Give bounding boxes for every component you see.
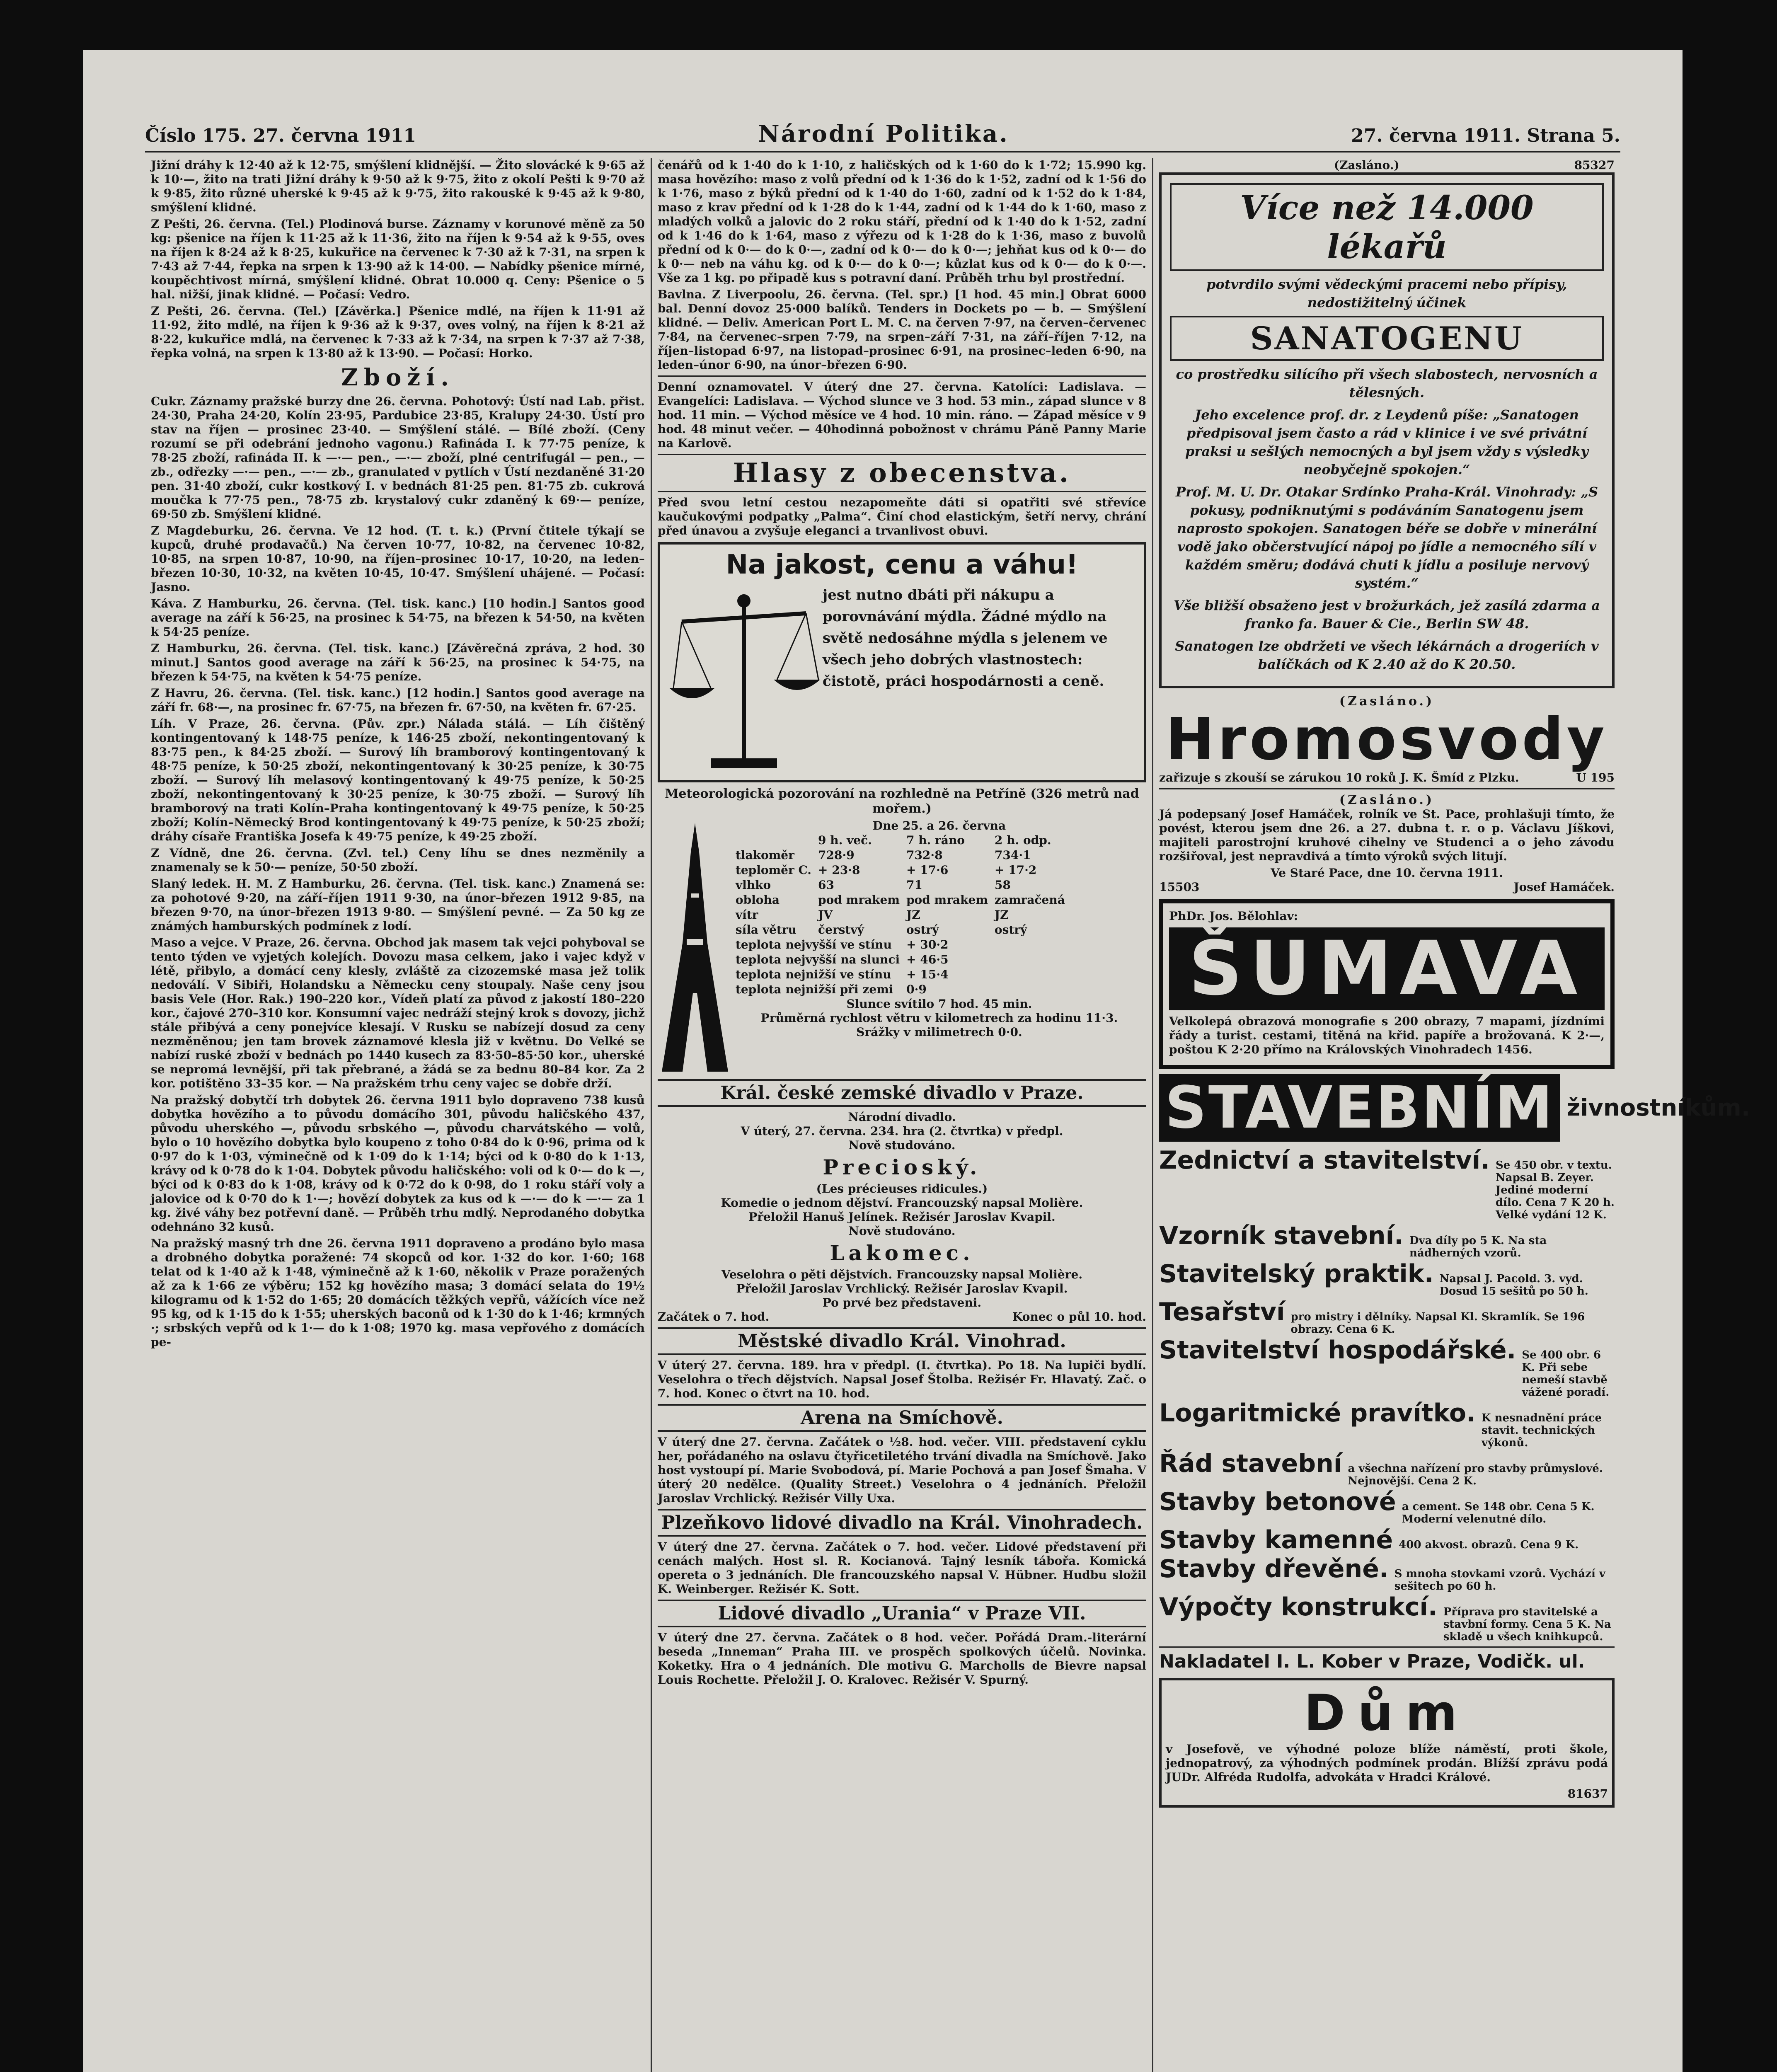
temperature-extremes-table [732,937,952,997]
ad-text: zařizuje s zkouší se zárukou 10 roků J. K. Šmíd z Plzku. [1159,771,1519,784]
book-description: a všechna nařízení pro stavby průmyslové. Nejnovější. Cena 2 K. [1348,1462,1603,1487]
book-list-item [1159,1449,1615,1487]
weather-row-label: obloha [735,893,780,907]
book-list-item [1159,1487,1615,1525]
book-list-item [1159,1554,1615,1593]
performance-times [658,1310,1146,1324]
book-description: K nesnadnění práce stavit. technických výkonů. [1481,1412,1602,1449]
book-description: pro mistry i dělníky. Napsal Kl. Skramlík. Se 196 obrazy. Cena 6 K. [1290,1311,1585,1336]
temperature-value: + 15·4 [906,968,949,981]
weather-column-header [732,833,815,848]
ad-text: jest nutno dbáti při nákupu a porovnávání mýdla. Žádné mýdlo na světě nedosáhne mýdla s jelenem ve všech jeho dobrých vlastnostech: čistotě, práci hospodárnosti a ceně. [822,587,1108,690]
paragraph: Slaný ledek. H. M. Z Hamburku, 26. června. (Tel. tisk. kanc.) Znamená se: za pohotové 9·20, na září–říjen 1911 9·30, na únor–březen 1912 9·85, na březen 9·70, na únor–březen 1913 9·80. — Smýšlení pevné. — Za 50 kg ze známých hamburských podmínek z lodí. [151,877,645,933]
book-list-item [1159,1146,1615,1221]
book-description: Napsal J. Pacold. 3. vyd. Dosud 15 sešitů po 50 h. [1439,1273,1588,1297]
sanatogen-advertisement [1159,172,1615,688]
weather-column-header: 7 h. ráno [906,833,965,847]
weather-cell: pod mrakem [818,893,900,907]
book-list-item [1159,1297,1615,1336]
ad-number: 15503 [1159,880,1200,894]
weather-dates: Dne 25. a 26. června [872,819,1006,833]
book-list-item [1159,1525,1615,1554]
book-description: Velkolepá obrazová monografie s 200 obrazy, 7 mapami, jízdními řády a turist. cestami, titěná na křid. papíře a brožovaná. K 2·—, poštou K 2·20 přímo na Královských Vinohradech 1456. [1169,1014,1605,1056]
weather-cell: JZ [994,908,1009,922]
builders-ad-header [1159,1074,1750,1142]
column-3 [1152,158,1750,2072]
book-list-item [1159,1399,1615,1449]
play-title: Lakomec. [830,1241,974,1265]
weather-cell: 734·1 [994,848,1031,862]
weather-row-label: síla větru [735,923,797,937]
theatre-heading: Plzeňkovo lidové divadlo na Král. Vinohradech. [658,1509,1146,1537]
book-description: Se 450 obr. v textu. Napsal B. Zeyer. Jediné moderní dílo. Cena 7 K 20 h. Velké vydání 12 K. [1496,1159,1615,1221]
weather-cell: čerstvý [818,923,864,937]
play-credits: Přeložil Jaroslav Vrchlický. Režisér Jaroslav Kvapil. [736,1282,1068,1295]
ad-text: potvrdilo svými vědeckými pracemi nebo přípisy, nedostižitelný účinek [1206,276,1567,310]
weather-column-header: 9 h. več. [818,833,872,847]
book-list-item [1159,1259,1615,1297]
weather-cell: 63 [818,878,834,892]
book-description: 400 akvost. obrazů. Cena 9 K. [1399,1539,1579,1551]
weather-report [658,819,1146,1076]
wind-note: Průměrná rychlost větru v kilometrech za hodinu 11·3. [760,1011,1118,1025]
weather-row-label: vlhko [735,878,771,892]
page-number: 27. června 1911. Strana 5. [1351,125,1620,146]
book-description: Dva díly po 5 K. Na sta nádherných vzorů. [1409,1234,1547,1259]
weather-cell: ostrý [994,923,1027,937]
weather-table [732,833,1068,937]
weather-cell: JZ [906,908,920,922]
issue-date: Číslo 175. 27. června 1911 [145,125,416,146]
ad-headline: Dům [1304,1685,1470,1742]
paragraph: Jižní dráhy k 12·40 až k 12·75, smýšlení klidnější. — Žito slovácké k 9·65 až k 10·—, žito na trati Jižní dráhy k 9·50 až k 9·75, žito z okolí Pešti k 9·70 až k 9·85, žito různé uherské k 9·45 až k 9·75, žito rakouské k 9·45 až k 9·80, smýšlení klidné. [151,158,645,214]
performance-line: V úterý, 27. června. 234. hra (2. čtvrtka) v předpl. [741,1124,1063,1138]
temperature-label: teplota nejnižší při zemi [735,983,893,996]
house-sale-advertisement [1159,1678,1615,1808]
temperature-label: teplota nejnižší ve stínu [735,968,891,981]
paragraph: Z Pešti, 26. června. (Tel.) Plodinová burse. Záznamy v korunové měně za 50 kg: pšenice na říjen k 11·25 až k 11·36, žito na říjen k 9·54 až k 9·55, oves na říjen k 8·24 až k 8·25, kukuřice na červenec k 7·30 až k 7·31, na srpen k 7·43 až 7·44, řepka na srpen k 13·90 až k 14·00. — Nabídky pšenice mírné, koupěchtivost mírná, smýšlení klidné. Obrat 10.000 q. Ceny: Pšenice o 5 hal. nižší, jinak klidné. — Počasí: Vedro. [151,217,645,301]
theatre-heading: Městské divadlo Král. Vinohrad. [658,1327,1146,1355]
paragraph: Z Havru, 26. června. (Tel. tisk. kanc.) [12 hodin.] Santos good average na září fr. 68·—, na prosinec fr. 67·75, na březen fr. 67·50, na květen fr. 67·25. [151,686,645,714]
zaslano-label: (Zasláno.) [1334,158,1399,172]
weather-row [732,922,1068,937]
weather-cell: + 17·2 [994,863,1037,877]
ad-number: 85327 [1574,158,1615,172]
book-title: Logaritmické pravítko. [1159,1399,1476,1428]
paragraph: Na pražský masný trh dne 26. června 1911 dopraveno a prodáno bylo masa a drobného dobytka poražené: 74 skopců od kor. 1·32 do kor. 1·60; 168 telat od k 1·40 až k 1·48, výminečně až k 1·60, několik v Praze poražených až za k 1·66 ze výběru; 152 kg hovězího masa; 3 domácí selata do 19½ kilogramu od k 1·52 do 1·65; 20 domácích těžkých vepřů, vážících více než 95 kg, od k 1·15 do k 1·55; uherských baconů od k 1·30 do k 1·46; krmných ·; srbských vepřů od k 1·— do k 1·08; 1970 kg. masa vepřového z domácích pe- [151,1237,645,1349]
paragraph: Na pražský dobytčí trh dobytek 26. června 1911 bylo dopraveno 738 kusů dobytka hovězího a to původu domácího 301, původu haličského 437, původu uherského —, původu srbského —, původu charvátského — volů, bylo o 10 hovězího dobytka bylo koupeno z toho 0·84 do k 0·96, prima od k 0·97 do k 1·03, výminečně od k 1·09 do k 1·14; býci od k 0·80 do k 1·13, krávy od k 0·78 do k 1·04. Dobytek původu haličského: voli od k 0·— do k —, býci od k 0·83 do k 1·08, krávy od k 0·72 do k 0·98, do 1 roku stáří voly a jalovice od k 0·70 do k 1·—; hovězí dobytek za kus od k —·— do k —·— za 1 kg. živé váhy bez potřevní daně. — Průběh trhu mdlý. Neprodaného dobytka odehnáno 32 kusů. [151,1093,645,1234]
theatre-heading: Král. české zemské divadlo v Praze. [658,1079,1146,1107]
weather-cell: ostrý [906,923,939,937]
book-title: Stavitelství hospodářské. [1159,1336,1516,1365]
book-title: Vzorník stavební. [1159,1221,1404,1250]
section-heading: Hlasy z obecenstva. [658,454,1146,492]
ad-headline: Více než 14.000 lékařů [1170,183,1604,271]
scales-icon [665,584,823,775]
book-list-item [1159,1336,1615,1399]
end-time: Konec o půl 10. hod. [1012,1310,1146,1324]
weather-row-label: teploměr C. [735,863,812,877]
temperature-row [732,937,952,952]
play-title: Precioský. [823,1155,981,1179]
paragraph: V úterý dne 27. června. Začátek o 7. hod. večer. Lidové představení při cenách malých. Host sl. R. Kocianová. Tajný lesník tábořa. Komická opereta o 3 jednáních. Dle francouzského napsal V. Hübner. Hudbu složil K. Weinberger. Režisér K. Sott. [657,1540,1146,1596]
weather-row [732,848,1068,863]
declaration-text: Já podepsaný Josef Hamáček, rolník ve St. Pace, prohlašuji tímto, že povést, kterou jsem dne 26. a 27. dubna t. r. o p. Václavu Jíškovi, majiteli parostrojní kruhové cihelny ve Studenci a o jeho závodu rozšiřoval, jest nepravdivá a tímto výroků svých litují. [1159,807,1615,863]
zaslano-header [1159,158,1615,172]
zaslano-label: (Zasláno.) [1339,793,1435,807]
zaslano-label: (Zasláno.) [1339,694,1435,709]
book-description: Příprava pro stavitelské a stavbní formy. Cena 5 K. Na skladě u všech knihkupců. [1443,1606,1611,1643]
book-description: a cement. Se 148 obr. Cena 5 K. Moderní velenutné dílo. [1402,1501,1595,1525]
weather-cell: JV [818,908,833,922]
temperature-label: teplota nejvyšší na slunci [735,953,900,966]
temperature-value: + 46·5 [906,953,949,966]
divider [1159,788,1615,789]
book-description: Se 400 obr. 6 K. Při sebe nemeší stavbě vážené poradí. [1522,1349,1610,1399]
precipitation-note: Srážky v milimetrech 0·0. [856,1025,1022,1039]
weather-column-header: 2 h. odp. [994,833,1051,847]
paragraph: čenářů od k 1·40 do k 1·10, z haličských od k 1·60 do k 1·72; 15.990 kg. masa hovězího: maso z volů přední od k 1·36 do k 1·52, zadní od k 1·56 do k 1·76, maso z býků přední od k 1·40 do 1·60, zadní od k 1·52 do k 1·84, maso z krav přední od k 1·28 do k 1·44, zadní od k 1·44 do k 1·60, maso z mladých volků a jalovic do 2 roku stáří, přední od k 1·40 do k 1·52, zadní od k 1·46 do k 1·64, maso z výřezu od k 1·28 do k 1·36, maso z buvolů přední od k 0·— do k 0·—, zadní od k 0·— do k 0·—; jehňat kus od k 0·— do k 0·— neb na váhu kg. od k 0·— do k 0·—; kůzlat kus od k 0·— do k 0·—. Vše za 1 kg. po připadě kus s potravní daní. Průběh trhu byl prostřední. [657,158,1146,285]
weather-row [732,878,1068,893]
declaration-signature-row [1159,880,1615,894]
paragraph: Z Pešti, 26. června. (Tel.) [Závěrka.] Pšenice mdlé, na říjen k 11·91 až 11·92, žito mdlé, na říjen k 9·36 až k 9·37, oves volný, na říjen k 8·21 až 8·22, kukuřice mdlá, na červenec k 7·33 až k 7·34, na srpen k 7·37 až 7·38, řepka volná, na srpen k 13·80 až k 13·90. — Počasí: Horko. [151,304,645,360]
book-title: Stavby kamenné [1159,1525,1393,1554]
paragraph: Bavlna. Z Liverpoolu, 26. června. (Tel. spr.) [1 hod. 45 min.] Obrat 6000 bal. Denní dovoz 25·000 balíků. Tenders in Dockets po — b. — Smýšlení klidné. — Deliv. American Port L. M. C. na červen 7·97, na červen–červenec 7·84, na červenec–srpen 7·79, na srpen–září 7·31, na září–říjen 7·12, na říjen–listopad 6·97, na listopad–prosinec 6·91, na prosinec–leden 6·90, na leden–únor 6·90, na únor–březen 6·90. [657,288,1146,372]
weather-cell: 71 [906,878,922,892]
testimonial: Jeho excelence prof. dr. z Leydenů píše: „Sanatogen předpisoval jsem často a rád v klinice i ve své privátní praksi u sešlých nemocných a byl jsem vždy s výsledky neobyčejně spokojen.“ [1185,407,1588,477]
page-header [145,120,1620,152]
start-time: Začátek o 7. hod. [657,1310,770,1324]
book-title: Řád stavební [1159,1449,1342,1478]
paragraph: V úterý dne 27. června. Začátek o 8 hod. večer. Pořádá Dram.-literární beseda „Inneman“ Praha III. ve prospěch spolkových účelů. Novinka. Koketky. Hra o 4 jednáních. Dle motivu G. Marcholls de Bievre napsal Louis Rochette. Přeložil J. O. Kralovec. Režisér V. Spurný. [657,1631,1146,1687]
play-description: Veselohra o pěti dějstvích. Francouzsky napsal Molière. [721,1268,1083,1281]
weather-cell: zamračená [994,893,1065,907]
performance-note: Nově studováno. [848,1138,956,1152]
divider [1159,1646,1615,1648]
paragraph: Káva. Z Hamburku, 26. června. (Tel. tisk. kanc.) [10 hodin.] Santos good average na září k 56·25, na prosinec k 54·75, na březen k 54·50, na květen k 54·25 peníze. [151,597,645,639]
masthead: Národní Politika. [758,120,1009,148]
book-title: Stavby dřevěné. [1159,1554,1389,1583]
weather-row-label: tlakoměr [735,848,794,862]
temperature-value: + 30·2 [906,938,949,951]
book-title: Zednictví a stavitelství. [1159,1146,1490,1175]
paragraph: Cukr. Záznamy pražské burzy dne 26. června. Pohotový: Ústí nad Lab. přist. 24·30, Praha 24·20, Kolín 23·95, Pardubice 23·85, Kralupy 24·30. Ústí pro stav na říjen — prosinec 23·40. — Smýšlení stálé. — Bílé zboží. (Ceny rozumí se při odebrání jednoho vagonu.) Rafináda I. k 77·75 peníze, k 78·25 zboží, rafináda II. k —·— pen., —·— zboží, plné centrifugál — pen., — zb., odřezky —·— pen., —·— zb., granulated v pytlích v Ústí nezdaněné 31·20 pen. 31·40 zboží, cukr kostkový I. v bednách 81·25 pen. 81·75 zb. cukrová moučka k 77·75 pen., 78·75 zb. krystalový cukr zdaněný k 69·— peníze, 69·50 zb. Smýšlení klidné. [151,395,645,521]
builders-headline: STAVEBNÍM [1159,1074,1560,1142]
temperature-label: teplota nejvyšší ve stínu [735,938,892,951]
book-title: Výpočty konstrukcí. [1159,1593,1438,1622]
declaration-place: Ve Staré Pace, dne 10. června 1911. [1271,866,1503,880]
ad-number: 81637 [1567,1787,1608,1801]
signature-name: Josef Hamáček. [1513,880,1615,894]
paragraph: V úterý dne 27. června. Začátek o ½8. hod. večer. VIII. představení cyklu her, pořádaného na oslavu čtyřicetiletého trvání divadla na Smíchově. Jako host vystoupí pí. Marie Svobodová, pí. Marie Pochová a pan Josef Šmaha. V úterý 20 nedělce. (Quality Street.) Veselohra o 4 jednáních. Přeložil Jaroslav Vrchlický. Režisér Villy Uxa. [657,1435,1146,1505]
weather-row [732,908,1068,922]
soap-advertisement [658,542,1146,782]
weather-cell: 732·8 [906,848,943,862]
builders-subheadline: živnostníkům. [1566,1094,1750,1121]
temperature-value: 0·9 [906,983,927,996]
play-credits: Přeložil Hanuš Jelínek. Režisér Jaroslav Kvapil. [748,1210,1056,1224]
sumava-advertisement [1159,899,1615,1069]
weather-cell: 728·9 [818,848,855,862]
sunshine-note: Slunce svítilo 7 hod. 45 min. [846,997,1032,1011]
column-2 [651,158,1152,2072]
paragraph: V úterý 27. června. 189. hra v předpl. (I. čtvrtka). Po 18. Na lupiči bydlí. Veselohra o třech dějstvích. Napsal Josef Štolba. Režisér Fr. Hlavatý. Zač. o 7. hod. Konec o čtvrt na 10. hod. [657,1358,1146,1400]
temperature-row [732,952,952,967]
divider [658,375,1146,377]
performance-note: Nově studováno. [848,1224,956,1238]
weather-row [732,863,1068,878]
play-description: Komedie o jednom dějství. Francouzský napsal Molière. [721,1196,1083,1210]
book-title: ŠUMAVA [1169,927,1605,1010]
ad-number: U 195 [1576,771,1615,784]
weather-cell: pod mrakem [906,893,988,907]
weather-report-title: Meteorologická pozorování na rozhledně na Petříně (326 metrů nad mořem.) [665,787,1139,816]
paragraph: Před svou letní cestou nezapomeňte dáti si opatřiti své střevíce kaučukovými podpatky „Palma“. Činí chod elastickým, šetří nervy, chrání před únavou a zvyšuje eleganci a trvanlivost obuvi. [657,496,1146,537]
theatre-heading: Arena na Smíchově. [658,1404,1146,1432]
ad-text: co prostředku silícího při všech slabostech, nervosních a tělesných. [1176,366,1598,400]
book-title: Stavitelský praktik. [1159,1259,1434,1288]
theatre-heading: Lidové divadlo „Urania“ v Praze VII. [658,1600,1146,1627]
book-author: PhDr. Jos. Bělohlav: [1169,909,1298,923]
paragraph: Líh. V Praze, 26. června. (Pův. zpr.) Nálada stálá. — Líh čištěný kontingentovaný k 148·75 peníze, k 146·25 zboží, nekontingentovaný k 83·75 pen., k 84·25 zboží. — Surový líh bramborový kontingentovaný k 48·75 peníze, k 50·25 zboží, nekontingentovaný k 30·25 peníze, k 30·75 zboží. — Surový líh melasový kontingentovaný k 49·75 peníze, k 50·25 zboží, nekontingentovaný k 30·25 peníze, k 30·75 zboží. — Surový líh bramborový na trati Kolín–Praha kontingentovaný k 49·75 peníze, k 50·25 zboží; Kolín–Německý Brod kontingentovaný k 49·75 peníze, k 50·25 zboží; dráhy císaře Františka Josefa k 49·75 peníze, k 49·25 zboží. [151,717,645,843]
petrin-tower-icon [658,819,732,1076]
theatre-name: Národní divadlo. [848,1110,956,1124]
paragraph: Z Hamburku, 26. června. (Tel. tisk. kanc.) [Závěrečná zpráva, 2 hod. 30 minut.] Santos good average na září k 56·25, na prosinec k 54·75, na březen k 54·75, na květen k 54·75 peníze. [151,641,645,683]
play-subtitle: (Les précieuses ridicules.) [816,1182,988,1196]
paragraph: Maso a vejce. V Praze, 26. června. Obchod jak masem tak vejci pohyboval se tento týden ve vyjetých kolejích. Dovozu masa celkem, jako i vajec když v létě, přibylo, a domácí ceny klesly, zvláště za cizozemské masa jež tolik nedoválí. V Sibiři, Holandsku a Německu ceny stoupaly. Naše ceny jsou basis Vele (Hor. Rak.) 190–220 kor., Vídeň platí za původ z jakostí 180–220 kor., čajové 270–310 kor. Konsumní vajec nedráží stejný krok s dovozy, jichž stále přibývá a ceny ponejvíce klesají. V Rusku se nabízejí dosud za ceny nezměněnou; jen tam brovek záznamové klesla již v květnu. Do Velké se nabízí ruské zboží v bednách po 1440 kusech za 83·50–85·50 kor., uherské se nepromá levnější, při tak přebrané, a žádá se za bednu 80–84 kor. Za 2 kor. potištěno 33–35 kor. — Na pražském trhu ceny vajec se dobře drží. [151,936,645,1090]
performance-note: Po prvé bez představeni. [822,1296,982,1310]
book-list-item [1159,1593,1615,1643]
testimonial: Prof. M. U. Dr. Otakar Srdínko Praha-Král. Vinohrady: „S pokusy, podniknutými s podáváním Sanatogenu jsem naprosto spokojen. Sanatogen béře se dobře v minerální vodě jako občerstvující nápoj po jídle a nemocného sílí v každém směru; dodává chuti k jídlu a posiluje nervový systém.“ [1176,484,1598,591]
paragraph: Z Magdeburku, 26. června. Ve 12 hod. (T. t. k.) (První čtitele týkají se kupců, druhé prodavačů.) Na červen 10·77, 10·82, na červenec 10·82, 10·85, na srpen 10·87, 10·90, na říjen–prosinec 10·17, 10·20, na leden–březen 10·30, 10·32, na květen 10·45, 10·47. Smýšlení uhájené. — Počasí: Jasno. [151,524,645,594]
weather-row-label: vítr [735,908,758,922]
column-1 [145,158,651,2072]
newspaper-page [83,50,1750,2072]
weather-cell: 58 [994,878,1011,892]
ad-text: v Josefově, ve výhodné poloze blíže náměstí, proti škole, jednopatrový, za výhodných podmínek prodán. Blížší zprávu podá JUDr. Alfréda Rudolfa, advokáta v Hradci Králové. [1166,1742,1608,1784]
section-heading: Zboží. [341,364,455,391]
temperature-row [732,967,952,982]
book-title: Stavby betonové [1159,1487,1396,1516]
price-text: Sanatogen lze obdržeti ve všech lékárnách a drogeriích v balíčkách od K 2.40 až do K 20.50. [1175,638,1599,672]
book-list-item [1159,1221,1615,1259]
ad-title: Na jakost, cenu a váhu! [726,549,1078,580]
publisher-line: Nakladatel I. L. Kober v Praze, Vodičk. ul. [1159,1651,1585,1672]
weather-row [732,893,1068,908]
paragraph: Z Vídně, dne 26. června. (Zvl. tel.) Ceny líhu se dnes nezměnily a znamenaly se k 50·— peníze, 50·50 zboží. [151,846,645,874]
ad-text: Vše bližší obsaženo jest v brožurkách, jež zasílá zdarma a franko fa. Bauer & Cie., Berlin SW 48. [1174,598,1600,632]
weather-cell: + 17·6 [906,863,949,877]
book-description: S mnoha stovkami vzorů. Vychází v sešitech po 60 h. [1394,1568,1605,1593]
weather-cell: + 23·8 [818,863,860,877]
paragraph: Denní oznamovatel. V úterý dne 27. června. Katolíci: Ladislava. — Evangelíci: Ladislava. — Východ slunce ve 3 hod. 53 min., západ slunce v 8 hod. 11 min. — Východ měsíce ve 4 hod. 10 min. ráno. — Západ měsíce v 9 hod. 48 minut večer. — 40hodinná pobožnost v chrámu Páně Panny Marie na Karlově. [657,380,1146,450]
product-name: SANATOGENU [1170,316,1604,361]
lightning-rod-headline: Hromosvody [1166,706,1608,773]
temperature-row [732,982,952,997]
book-title: Tesařství [1159,1297,1285,1326]
book-list [1159,1146,1615,1643]
